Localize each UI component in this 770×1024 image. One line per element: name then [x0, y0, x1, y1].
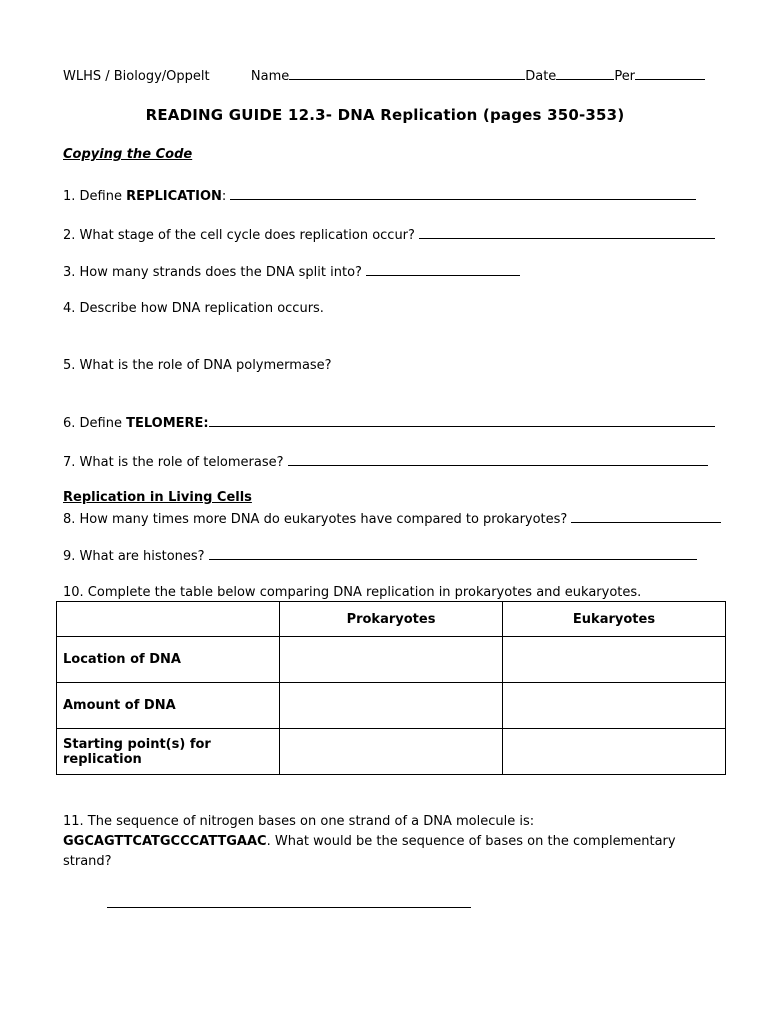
- question-11-line-2-rest: . What would be the sequence of bases on the complementary: [266, 834, 676, 849]
- page-title: READING GUIDE 12.3- DNA Replication (pages 350-353): [145, 106, 625, 124]
- table-header-row: [57, 602, 726, 637]
- cell-location-prokaryotes[interactable]: [280, 637, 503, 683]
- name-label: Name: [250, 69, 290, 84]
- row-label-location: Location of DNA: [57, 637, 280, 683]
- row-label-amount: Amount of DNA: [57, 683, 280, 729]
- question-6-term: TELOMERE:: [126, 416, 209, 431]
- dna-sequence: GGCAGTTCATGCCCATTGAAC: [63, 834, 267, 849]
- question-6: [63, 414, 715, 432]
- table-row: [57, 637, 726, 683]
- answer-9-blank[interactable]: [209, 547, 697, 560]
- question-2: [63, 226, 715, 244]
- header-line: [63, 67, 705, 85]
- question-1-term: REPLICATION: [126, 189, 222, 204]
- per-blank[interactable]: [635, 67, 705, 80]
- answer-11-blank[interactable]: [107, 907, 471, 908]
- table-header-prokaryotes: Prokaryotes: [280, 602, 503, 637]
- question-9-text: 9. What are histones?: [63, 549, 205, 564]
- answer-1-blank[interactable]: [230, 187, 696, 200]
- table-row: [57, 683, 726, 729]
- question-11-line-2: [63, 834, 676, 850]
- row-label-starting-points: Starting point(s) for replication: [57, 729, 280, 775]
- question-7: [63, 453, 708, 471]
- question-5: 5. What is the role of DNA polymermase?: [63, 358, 332, 373]
- section-copying-the-code: Copying the Code: [63, 147, 193, 162]
- question-11-line-1: 11. The sequence of nitrogen bases on one strand of a DNA molecule is:: [63, 814, 535, 829]
- question-10: 10. Complete the table below comparing DNA replication in prokaryotes and eukaryotes.: [63, 585, 642, 600]
- table-header-eukaryotes: Eukaryotes: [503, 602, 726, 637]
- per-label: Per: [614, 69, 636, 84]
- question-1-suffix: :: [221, 189, 227, 204]
- question-7-text: 7. What is the role of telomerase?: [63, 455, 284, 470]
- answer-7-blank[interactable]: [288, 453, 708, 466]
- answer-8-blank[interactable]: [571, 510, 721, 523]
- answer-3-blank[interactable]: [366, 263, 520, 276]
- question-11-line-3: strand?: [63, 854, 112, 869]
- date-label: Date: [525, 69, 557, 84]
- table-header-empty: [57, 602, 280, 637]
- date-blank[interactable]: [556, 67, 614, 80]
- question-4: 4. Describe how DNA replication occurs.: [63, 301, 324, 316]
- cell-amount-prokaryotes[interactable]: [280, 683, 503, 729]
- cell-start-eukaryotes[interactable]: [503, 729, 726, 775]
- question-8: [63, 510, 721, 528]
- cell-amount-eukaryotes[interactable]: [503, 683, 726, 729]
- question-3-text: 3. How many strands does the DNA split into?: [63, 265, 362, 280]
- question-1: [63, 187, 696, 205]
- answer-6-blank[interactable]: [209, 414, 715, 427]
- cell-start-prokaryotes[interactable]: [280, 729, 503, 775]
- name-blank[interactable]: [289, 67, 525, 80]
- answer-2-blank[interactable]: [419, 226, 715, 239]
- table-row: [57, 729, 726, 775]
- cell-location-eukaryotes[interactable]: [503, 637, 726, 683]
- section-replication-in-living-cells: Replication in Living Cells: [63, 490, 252, 505]
- question-6-prefix: 6. Define: [63, 416, 127, 431]
- comparison-table: [56, 601, 726, 775]
- question-3: [63, 263, 520, 281]
- question-1-prefix: 1. Define: [63, 189, 127, 204]
- question-9: [63, 547, 697, 565]
- question-8-text: 8. How many times more DNA do eukaryotes have compared to prokaryotes?: [63, 512, 568, 527]
- course-label: WLHS / Biology/Oppelt: [63, 69, 210, 84]
- question-2-text: 2. What stage of the cell cycle does replication occur?: [63, 228, 415, 243]
